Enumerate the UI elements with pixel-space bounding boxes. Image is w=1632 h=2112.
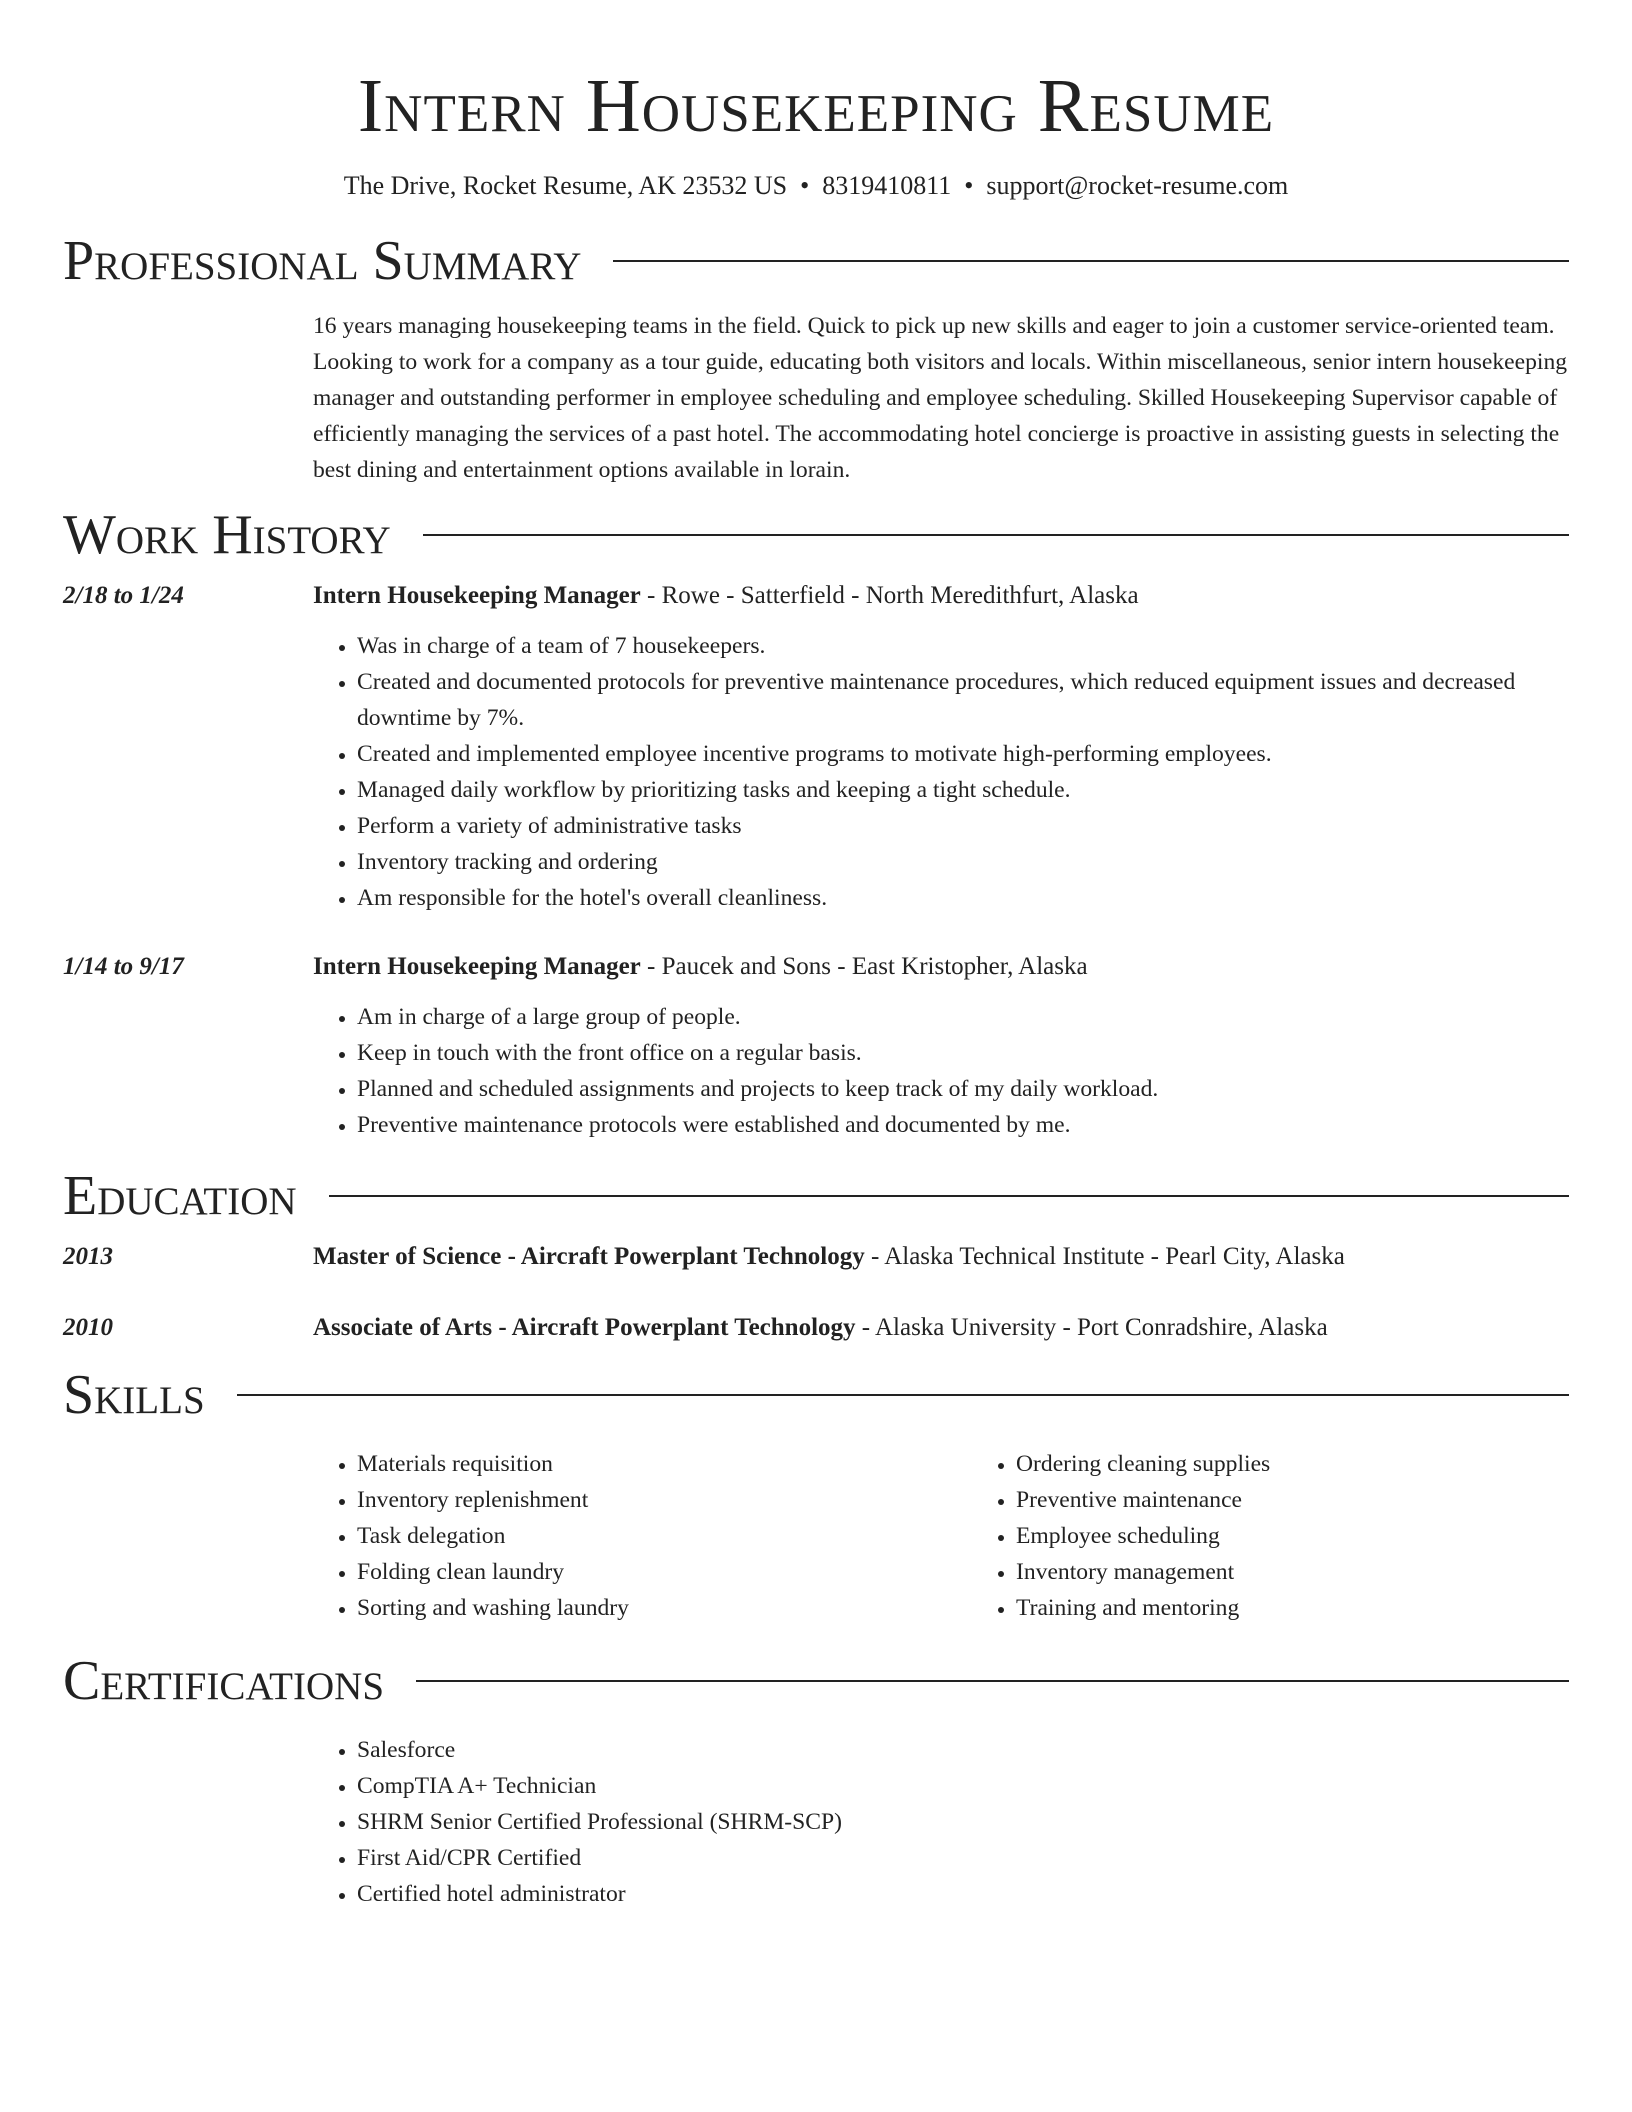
list-item: • Perform a variety of administrative tasks [357, 808, 1569, 844]
contact-email: support@rocket-resume.com [986, 171, 1289, 200]
job-dates: 1/14 to 9/17 [63, 953, 184, 980]
list-item: • Employee scheduling [1016, 1518, 1631, 1554]
skills-section-header [63, 1362, 1569, 1428]
certifications-spacer [63, 1732, 313, 1912]
education-degree: Master of Science - Aircraft Powerplant Technology [313, 1243, 865, 1270]
job-employer: - Paucek and Sons - East Kristopher, Alaska [640, 953, 1088, 980]
contact-line [63, 170, 1569, 202]
list-item: • Ordering cleaning supplies [1016, 1446, 1631, 1482]
certifications-heading: Certifications [63, 1650, 385, 1712]
list-item: • Am in charge of a large group of people. [357, 999, 1569, 1035]
list-item: • Preventive maintenance protocols were established and documented by me. [357, 1107, 1569, 1143]
list-item: • Preventive maintenance [1016, 1482, 1631, 1518]
education-school: - Alaska University - Port Conradshire, Alaska [855, 1314, 1328, 1341]
list-item: • CompTIA A+ Technician [357, 1768, 1569, 1804]
contact-separator: • [800, 171, 810, 200]
education-heading-line [313, 1239, 1569, 1275]
contact-address: The Drive, Rocket Resume, AK 23532 US [343, 171, 788, 200]
list-item: • Training and mentoring [1016, 1590, 1631, 1626]
skills-heading: Skills [63, 1364, 205, 1426]
list-item: • Task delegation [357, 1518, 972, 1554]
job-heading [313, 578, 1569, 614]
certifications-section-header [63, 1648, 1569, 1714]
education-entry [63, 1310, 1569, 1346]
education-degree: Associate of Arts - Aircraft Powerplant Technology [313, 1314, 856, 1341]
summary-section-header [63, 228, 1569, 294]
summary-text: 16 years managing housekeeping teams in the field. Quick to pick up new skills and eager to join a customer service-oriented team. Looking to work for a company as a tour guide, educating both visitors and locals. Within miscellaneous, senior intern housekeeping manager and outstanding performer in employee scheduling and employee scheduling. Skilled Housekeeping Supervisor capable of efficiently managing the services of a past hotel. The accommodating hotel concierge is proactive in assisting guests in selecting the best dining and entertainment options available in lorain. [313, 313, 1568, 483]
job-heading [313, 949, 1569, 985]
skills-list-right [972, 1446, 1631, 1626]
contact-separator: • [964, 171, 974, 200]
job-employer: - Rowe - Satterfield - North Meredithfurt, Alaska [640, 582, 1139, 609]
education-year: 2010 [63, 1314, 113, 1341]
summary-row [63, 308, 1569, 488]
skills-spacer [63, 1446, 313, 1626]
resume-title: Intern Housekeeping Resume [357, 64, 1275, 148]
list-item: • Materials requisition [357, 1446, 972, 1482]
list-item: • Certified hotel administrator [357, 1876, 1569, 1912]
job-bullets [313, 628, 1569, 916]
summary-heading: Professional Summary [63, 230, 582, 292]
job-entry [63, 578, 1569, 916]
list-item: • Am responsible for the hotel's overall cleanliness. [357, 880, 1569, 916]
list-item: • SHRM Senior Certified Professional (SHRM-SCP) [357, 1804, 1569, 1840]
job-title: Intern Housekeeping Manager [313, 582, 641, 609]
list-item: • Created and implemented employee incentive programs to motivate high-performing employees. [357, 736, 1569, 772]
education-year: 2013 [63, 1243, 113, 1270]
list-item: • First Aid/CPR Certified [357, 1840, 1569, 1876]
section-divider [613, 260, 1569, 262]
list-item: • Planned and scheduled assignments and projects to keep track of my daily workload. [357, 1071, 1569, 1107]
list-item: • Was in charge of a team of 7 housekeepers. [357, 628, 1569, 664]
list-item: • Managed daily workflow by prioritizing tasks and keeping a tight schedule. [357, 772, 1569, 808]
list-item: • Inventory replenishment [357, 1482, 972, 1518]
job-entry [63, 949, 1569, 1143]
education-school: - Alaska Technical Institute - Pearl City, Alaska [864, 1243, 1345, 1270]
list-item: • Folding clean laundry [357, 1554, 972, 1590]
section-divider [329, 1195, 1569, 1197]
skills-columns [313, 1446, 1631, 1626]
skills-list-left [313, 1446, 972, 1626]
education-heading: Education [63, 1165, 297, 1227]
section-divider [423, 534, 1569, 536]
list-item: • Inventory tracking and ordering [357, 844, 1569, 880]
list-item: • Salesforce [357, 1732, 1569, 1768]
job-bullets [313, 999, 1569, 1143]
job-title: Intern Housekeeping Manager [313, 953, 641, 980]
list-item: • Keep in touch with the front office on a regular basis. [357, 1035, 1569, 1071]
education-heading-line [313, 1310, 1569, 1346]
summary-spacer [63, 308, 313, 488]
list-item: • Inventory management [1016, 1554, 1631, 1590]
work-heading: Work History [63, 504, 391, 566]
section-divider [237, 1394, 1569, 1396]
certifications-row [63, 1732, 1569, 1912]
certifications-list [313, 1732, 1569, 1912]
job-dates: 2/18 to 1/24 [63, 582, 184, 609]
skills-row [63, 1446, 1569, 1626]
section-divider [416, 1680, 1569, 1682]
work-section-header [63, 502, 1569, 568]
list-item: • Sorting and washing laundry [357, 1590, 972, 1626]
education-entry [63, 1239, 1569, 1275]
education-section-header [63, 1163, 1569, 1229]
contact-phone: 8319410811 [822, 171, 952, 200]
list-item: • Created and documented protocols for preventive maintenance procedures, which reduced equipment issues and decreased downtime by 7%. [357, 664, 1569, 736]
